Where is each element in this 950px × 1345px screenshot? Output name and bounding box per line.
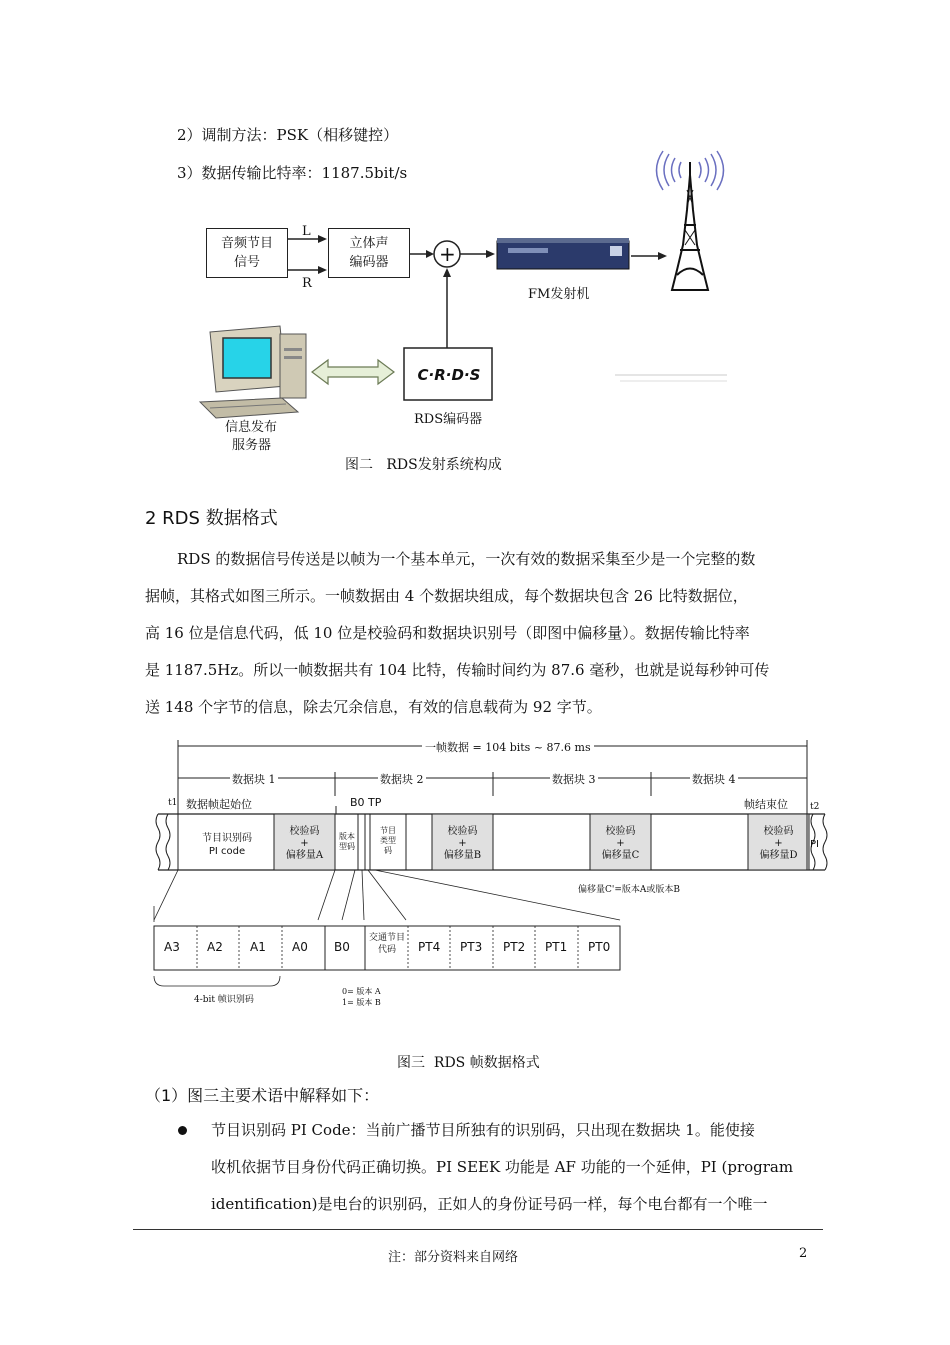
bullet-line: identification)是电台的识别码，正如人的身份证号码一样，每个电台都有一个唯一 xyxy=(211,1195,768,1213)
expanded-cells xyxy=(154,926,620,970)
bullet-line: 节目识别码 PI Code：当前广播节目所独有的识别码，只出现在数据块 1。能使接 xyxy=(211,1121,755,1139)
para-line: RDS 的数据信号传送是以帧为一个基本单元，一次有效的数据采集至少是一个完整的数 xyxy=(177,550,756,568)
check-b-2: + xyxy=(458,838,467,849)
check-a-cell xyxy=(274,826,335,862)
para-line: 是 1187.5Hz。所以一帧数据共有 104 比特，传输时间约为 87.6 毫秒，也就是说每秒钟可传 xyxy=(145,661,770,679)
version-b-label: 1= 版本 B xyxy=(342,998,381,1007)
cell-a3: A3 xyxy=(164,940,180,954)
check-a-1: 校验码 xyxy=(289,826,320,837)
pi-line2: PI code xyxy=(208,846,246,857)
check-a-2: + xyxy=(300,838,309,849)
double-arrow-icon xyxy=(312,360,394,384)
cell-pt1: PT1 xyxy=(545,940,568,954)
footer-divider xyxy=(133,1229,823,1230)
adder-plus: + xyxy=(439,242,456,266)
section2-paragraph xyxy=(145,541,810,726)
list-item-modulation: 2）调制方法：PSK（相移键控） xyxy=(177,126,399,144)
cell-pt3: PT3 xyxy=(460,940,483,954)
bit-id-label: 4-bit 帧识别码 xyxy=(194,995,254,1005)
stereo-encoder-box xyxy=(328,228,410,278)
cell-pt2: PT2 xyxy=(503,940,526,954)
pi-code-cell xyxy=(180,832,274,858)
section-heading-rds-format: 2 RDS 数据格式 xyxy=(145,508,278,529)
figure-rds-frame xyxy=(150,736,830,1016)
check-c-1: 校验码 xyxy=(605,826,636,837)
computer-icon xyxy=(200,326,306,418)
cell-pt4: PT4 xyxy=(418,940,441,954)
cell-pt0: PT0 xyxy=(588,940,611,954)
figure2-caption: 图二 RDS发射系统构成 xyxy=(345,457,502,473)
stereo-line2: 编码器 xyxy=(349,255,389,270)
cell-a1: A1 xyxy=(250,940,266,954)
check-d-cell xyxy=(748,826,809,862)
frame-start-label: 数据帧起始位 xyxy=(186,798,252,811)
t2-label: t2 xyxy=(810,802,820,812)
label-right-channel: R xyxy=(302,276,312,291)
audio-box-line1: 音频节目 xyxy=(220,236,273,251)
page-number: 2 xyxy=(799,1246,808,1261)
offset-note: 偏移量C'=版本A或版本B xyxy=(578,885,681,895)
server-label-line1: 信息发布 xyxy=(225,420,278,435)
rds-encoder-label: RDS编码器 xyxy=(414,412,483,427)
cell-a0: A0 xyxy=(292,940,308,954)
server-label-line2: 服务器 xyxy=(232,438,272,453)
pi-right-label: PI xyxy=(810,839,819,850)
pi-line1: 节目识别码 xyxy=(202,833,252,844)
check-d-2: + xyxy=(774,838,783,849)
para-line: 高 16 位是信息代码，低 10 位是校验码和数据块识别号（即图中偏移量）。数据传输比特率 xyxy=(145,624,750,642)
para-line: 据帧，其格式如图三所示。一帧数据由 4 个数据块组成，每个数据块包含 26 比特数据位， xyxy=(145,587,748,605)
cell-b0: B0 xyxy=(334,940,350,954)
bullet-line: 收机依据节目身份代码正确切换。PI SEEK 功能是 AF 功能的一个延伸，PI (program xyxy=(211,1158,794,1176)
check-d-1: 校验码 xyxy=(763,826,794,837)
version-line1: 版本 xyxy=(339,832,355,841)
t1-label: t1 xyxy=(168,798,178,808)
version-a-label: 0= 版本 A xyxy=(342,987,381,996)
fm-transmitter xyxy=(497,241,629,269)
cell-tp: 交通节目代码 xyxy=(368,933,405,955)
check-b-3: 偏移量B xyxy=(443,850,482,861)
check-b-1: 校验码 xyxy=(447,826,478,837)
frame-end-label: 帧结束位 xyxy=(744,798,788,811)
footer-note: 注：部分资料来自网络 xyxy=(388,1250,519,1265)
block1-label: 数据块 1 xyxy=(232,773,276,786)
pty-line2: 类型 xyxy=(380,836,396,845)
version-cell xyxy=(336,832,358,852)
pty-line1: 节目 xyxy=(380,826,396,835)
list-item-bitrate: 3）数据传输比特率：1187.5bit/s xyxy=(177,164,408,182)
check-d-3: 偏移量D xyxy=(759,850,798,861)
pty-line3: 码 xyxy=(384,846,392,855)
para-line: 送 148 个字节的信息，除去冗余信息，有效的信息载荷为 92 字节。 xyxy=(145,698,602,716)
check-a-3: 偏移量A xyxy=(285,850,324,861)
block2-label: 数据块 2 xyxy=(380,773,424,786)
pty-cell xyxy=(370,826,406,856)
fm-transmitter-label: FM发射机 xyxy=(528,287,590,302)
audio-signal-box xyxy=(206,228,288,278)
terms-heading: （1）图三主要术语中解释如下： xyxy=(145,1086,380,1105)
label-left-channel: L xyxy=(302,224,311,239)
check-b-cell xyxy=(432,826,493,862)
figure-rds-system xyxy=(190,150,750,460)
check-c-3: 偏移量C xyxy=(601,850,640,861)
cell-a2: A2 xyxy=(207,940,223,954)
b0tp-label: B0 TP xyxy=(350,796,382,809)
version-line2: 型码 xyxy=(339,842,355,851)
check-c-2: + xyxy=(616,838,625,849)
audio-box-line2: 信号 xyxy=(233,255,260,270)
figure3-caption: 图三 RDS 帧数据格式 xyxy=(397,1055,540,1071)
block3-label: 数据块 3 xyxy=(552,773,596,786)
tower-icon xyxy=(672,162,708,290)
rds-logo: C·R·D·S xyxy=(417,366,481,384)
stereo-line1: 立体声 xyxy=(349,236,389,251)
block4-label: 数据块 4 xyxy=(692,773,736,786)
bullet-paragraph xyxy=(211,1112,811,1223)
check-c-cell xyxy=(590,826,651,862)
frame-title: 一帧数据 = 104 bits ~ 87.6 ms xyxy=(422,739,594,755)
bullet-icon xyxy=(178,1126,187,1135)
